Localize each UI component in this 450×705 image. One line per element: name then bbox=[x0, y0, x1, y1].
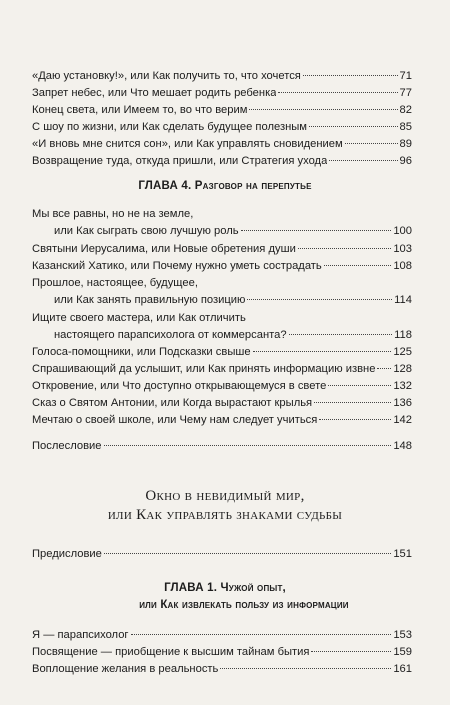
page-number: 125 bbox=[393, 346, 412, 358]
toc-entry bbox=[32, 646, 412, 663]
toc-entry bbox=[32, 104, 412, 121]
page-number: 151 bbox=[393, 548, 412, 560]
toc-entry bbox=[32, 363, 412, 380]
dot-leader bbox=[298, 248, 392, 249]
chapter-title: Чужой опыт, bbox=[220, 582, 286, 594]
dot-leader bbox=[131, 634, 392, 635]
entry-title: Возвращение туда, откуда пришли, или Стратегия ухода bbox=[32, 155, 328, 167]
page-number: 128 bbox=[393, 363, 412, 375]
entry-title: Прошлое, настоящее, будущее, bbox=[32, 277, 198, 289]
dot-leader bbox=[324, 265, 392, 266]
entry-title: С шоу по жизни, или Как сделать будущее полезным bbox=[32, 121, 307, 133]
page-number: 161 bbox=[393, 663, 412, 675]
dot-leader bbox=[253, 351, 392, 352]
dot-leader bbox=[278, 92, 397, 93]
entry-title-cont: настоящего парапсихолога от коммерсанта? bbox=[54, 329, 287, 341]
chapter-heading bbox=[0, 180, 450, 192]
dot-leader bbox=[319, 419, 391, 420]
dot-leader bbox=[104, 445, 392, 446]
entry-title: Святыни Иерусалима, или Новые обретения души bbox=[32, 243, 296, 255]
entry-title: «И вновь мне снится сон», или Как управлять сновидением bbox=[32, 138, 343, 150]
entry-title: Послесловие bbox=[32, 440, 102, 452]
page-number: 71 bbox=[399, 70, 412, 82]
toc-entry bbox=[32, 138, 412, 155]
part-title-line2: или Как управлять знаками судьбы bbox=[107, 507, 343, 523]
toc-entry bbox=[32, 380, 412, 397]
page-number: 96 bbox=[399, 155, 412, 167]
page-number: 103 bbox=[393, 243, 412, 255]
toc-entry bbox=[32, 260, 412, 277]
entry-title: «Даю установку!», или Как получить то, что хочется bbox=[32, 70, 301, 82]
entry-title: Предисловие bbox=[32, 548, 102, 560]
page-number: 148 bbox=[393, 440, 412, 452]
toc-entry bbox=[32, 346, 412, 363]
toc-entry bbox=[32, 243, 412, 260]
page-number: 153 bbox=[393, 629, 412, 641]
dot-leader bbox=[309, 126, 398, 127]
chapter-subtitle: или Как извлекать пользу из информации bbox=[139, 599, 349, 611]
dot-leader bbox=[328, 385, 391, 386]
toc-entry bbox=[32, 70, 412, 87]
dot-leader bbox=[345, 143, 398, 144]
toc-entry bbox=[32, 121, 412, 138]
dot-leader bbox=[314, 402, 391, 403]
page-number: 142 bbox=[393, 414, 412, 426]
entry-title: Воплощение желания в реальность bbox=[32, 663, 219, 675]
dot-leader bbox=[220, 668, 391, 669]
entry-title-cont: или Как занять правильную позицию bbox=[54, 294, 246, 306]
dot-leader bbox=[247, 299, 392, 300]
dot-leader bbox=[329, 160, 397, 161]
toc-entry bbox=[32, 312, 412, 346]
toc-entry bbox=[32, 663, 412, 680]
page-number: 85 bbox=[399, 121, 412, 133]
entry-title: Голоса-помощники, или Подсказки свыше bbox=[32, 346, 251, 358]
toc-entry bbox=[32, 414, 412, 431]
part-title-line1: Окно в невидимый мир, bbox=[145, 488, 305, 504]
dot-leader bbox=[241, 230, 392, 231]
dot-leader bbox=[104, 553, 391, 554]
toc-entry-preface bbox=[32, 548, 412, 565]
chapter-heading bbox=[0, 580, 450, 614]
entry-title: Спрашивающий да услышит, или Как принять информацию извне bbox=[32, 363, 376, 375]
chapter-label: ГЛАВА 1. bbox=[164, 582, 218, 594]
page-number: 82 bbox=[399, 104, 412, 116]
chapter-label: ГЛАВА 4. bbox=[138, 180, 192, 192]
page-number: 118 bbox=[394, 329, 412, 341]
page-number: 100 bbox=[393, 225, 412, 237]
toc-entry bbox=[32, 629, 412, 646]
page-number: 132 bbox=[393, 380, 412, 392]
toc-entry bbox=[32, 397, 412, 414]
entry-title: Посвящение — приобщение к высшим тайнам бытия bbox=[32, 646, 310, 658]
entry-title-cont: или Как сыграть свою лучшую роль bbox=[54, 225, 239, 237]
part-title bbox=[0, 487, 450, 525]
page-number: 136 bbox=[393, 397, 412, 409]
page-number: 114 bbox=[394, 294, 412, 306]
dot-leader bbox=[249, 109, 397, 110]
dot-leader bbox=[311, 651, 391, 652]
page-number: 89 bbox=[399, 138, 412, 150]
entry-title: Казанский Хатико, или Почему нужно уметь сострадать bbox=[32, 260, 322, 272]
chapter-title: Разговор на перепутье bbox=[194, 180, 312, 192]
page-number: 77 bbox=[399, 87, 412, 99]
toc-entry bbox=[32, 208, 412, 242]
dot-leader bbox=[303, 75, 398, 76]
entry-title: Мечтаю о своей школе, или Чему нам следует учиться bbox=[32, 414, 318, 426]
toc-entry-afterword bbox=[32, 440, 412, 457]
toc-entry bbox=[32, 155, 412, 172]
entry-title: Откровение, или Что доступно открывающемуся в свете bbox=[32, 380, 327, 392]
toc-entry bbox=[32, 87, 412, 104]
entry-title: Запрет небес, или Что мешает родить ребенка bbox=[32, 87, 277, 99]
entry-title: Я — парапсихолог bbox=[32, 629, 129, 641]
dot-leader bbox=[377, 368, 391, 369]
dot-leader bbox=[289, 334, 393, 335]
entry-title: Сказ о Святом Антонии, или Когда вырастают крылья bbox=[32, 397, 313, 409]
entry-title: Ищите своего мастера, или Как отличить bbox=[32, 312, 246, 324]
page-number: 108 bbox=[393, 260, 412, 272]
page-number: 159 bbox=[393, 646, 412, 658]
toc-entry bbox=[32, 277, 412, 311]
entry-title: Конец света, или Имеем то, во что верим bbox=[32, 104, 248, 116]
entry-title: Мы все равны, но не на земле, bbox=[32, 208, 194, 220]
